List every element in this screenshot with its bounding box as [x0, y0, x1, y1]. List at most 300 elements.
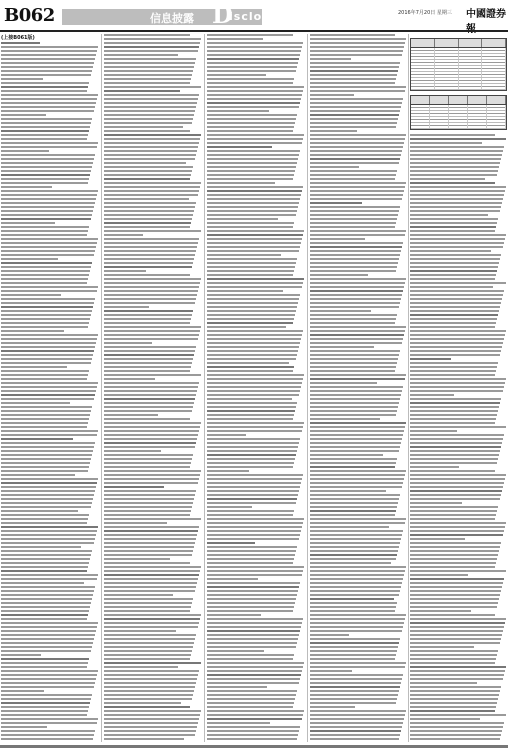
text-line — [1, 398, 94, 400]
text-line — [310, 718, 404, 720]
text-line — [104, 590, 195, 592]
text-line — [1, 634, 95, 636]
text-line — [207, 618, 303, 620]
text-line — [310, 598, 394, 600]
text-line — [310, 202, 362, 204]
text-line — [410, 406, 499, 408]
text-line — [207, 450, 297, 452]
text-line — [310, 466, 395, 468]
text-line — [207, 642, 297, 644]
text-line — [1, 406, 92, 408]
text-line — [207, 258, 297, 260]
text-line — [207, 446, 298, 448]
text-line — [104, 338, 198, 340]
text-line — [104, 606, 191, 608]
text-line — [207, 430, 302, 432]
text-line — [104, 214, 193, 216]
text-line — [1, 618, 87, 620]
text-line — [207, 682, 299, 684]
text-line — [310, 34, 395, 36]
text-line — [104, 130, 190, 132]
text-line — [310, 698, 397, 700]
text-line — [410, 362, 498, 364]
text-line — [207, 426, 303, 428]
text-line — [207, 194, 301, 196]
text-line — [207, 522, 303, 524]
text-line — [207, 154, 299, 156]
text-line — [207, 94, 302, 96]
text-line — [104, 162, 186, 164]
text-line — [310, 686, 400, 688]
text-line — [410, 342, 503, 344]
text-line — [207, 730, 299, 732]
text-line — [207, 350, 298, 352]
text-line — [1, 418, 89, 420]
text-line — [310, 78, 396, 80]
text-line — [410, 422, 495, 424]
text-line — [410, 182, 495, 184]
text-line — [1, 254, 94, 256]
text-line — [207, 398, 292, 400]
text-line — [207, 202, 299, 204]
text-line — [410, 614, 495, 616]
text-line — [104, 98, 198, 100]
text-line — [410, 354, 500, 356]
text-line — [207, 58, 299, 60]
text-line — [207, 462, 294, 464]
text-line — [207, 694, 296, 696]
text-line — [310, 550, 398, 552]
text-line — [207, 586, 299, 588]
text-line — [410, 366, 497, 368]
text-line — [104, 378, 155, 380]
text-line — [1, 422, 88, 424]
text-line — [104, 450, 161, 452]
text-line — [310, 218, 397, 220]
text-line — [1, 78, 43, 80]
text-line — [310, 506, 397, 508]
text-line — [1, 218, 91, 220]
text-line — [1, 46, 98, 48]
text-line — [410, 538, 465, 540]
text-line — [207, 606, 294, 608]
text-line — [104, 402, 194, 404]
text-line — [410, 230, 495, 232]
text-line — [104, 594, 173, 596]
text-line — [410, 206, 501, 208]
text-line — [410, 650, 498, 652]
text-line — [207, 594, 297, 596]
text-line — [1, 314, 91, 316]
text-line — [104, 466, 190, 468]
text-line — [207, 214, 296, 216]
text-line — [207, 130, 293, 132]
text-line — [310, 402, 399, 404]
text-line — [410, 430, 457, 432]
text-line — [207, 474, 303, 476]
text-line — [310, 334, 404, 336]
text-line — [207, 118, 296, 120]
text-line — [310, 338, 403, 340]
text-line — [207, 98, 301, 100]
text-line — [410, 550, 499, 552]
text-line — [310, 610, 395, 612]
text-line — [1, 590, 94, 592]
text-line — [1, 54, 96, 56]
text-line — [410, 534, 503, 536]
text-line — [310, 502, 398, 504]
text-line — [104, 174, 191, 176]
text-line — [410, 358, 451, 360]
text-line — [410, 226, 496, 228]
text-line — [410, 638, 501, 640]
text-line — [207, 86, 304, 88]
text-line — [104, 738, 184, 740]
text-line — [207, 330, 303, 332]
text-line — [410, 346, 502, 348]
text-line — [104, 634, 196, 636]
text-line — [207, 674, 301, 676]
text-line — [310, 738, 399, 740]
text-line — [1, 182, 88, 184]
text-line — [1, 262, 92, 264]
text-line — [310, 650, 397, 652]
text-line — [207, 706, 293, 708]
text-line — [410, 246, 503, 248]
text-line — [410, 574, 468, 576]
text-line — [310, 710, 406, 712]
text-line — [310, 666, 405, 668]
text-line — [207, 538, 299, 540]
text-line — [410, 594, 500, 596]
text-line — [104, 246, 197, 248]
text-line — [104, 306, 149, 308]
text-line — [310, 654, 396, 656]
text-line — [410, 402, 500, 404]
text-line — [104, 278, 201, 280]
text-line — [1, 654, 41, 656]
text-line — [310, 646, 398, 648]
text-line — [1, 338, 97, 340]
text-line — [410, 398, 501, 400]
text-line — [104, 58, 196, 60]
text-line — [410, 138, 506, 140]
text-line — [310, 266, 397, 268]
text-line — [410, 150, 503, 152]
text-line — [104, 602, 192, 604]
text-line — [104, 346, 196, 348]
text-line — [104, 46, 199, 48]
text-line — [310, 58, 351, 60]
text-line — [410, 674, 504, 676]
dense-text-block — [207, 34, 305, 742]
text-line — [207, 486, 300, 488]
text-line — [310, 642, 399, 644]
text-line — [310, 318, 396, 320]
text-line — [104, 398, 195, 400]
text-line — [410, 702, 497, 704]
text-line — [207, 242, 301, 244]
text-line — [310, 250, 401, 252]
text-line — [1, 266, 91, 268]
text-line — [1, 346, 95, 348]
text-line — [310, 678, 402, 680]
text-line — [1, 66, 93, 68]
newspaper-name: 中國證券 — [466, 9, 506, 20]
text-line — [104, 282, 200, 284]
text-line — [410, 602, 498, 604]
text-line — [207, 378, 303, 380]
text-line — [1, 502, 92, 504]
text-line — [1, 438, 73, 440]
text-line — [410, 722, 504, 724]
text-line — [104, 554, 192, 556]
text-line — [207, 274, 293, 276]
text-line — [410, 478, 505, 480]
text-line — [1, 690, 44, 692]
text-line — [104, 366, 191, 368]
text-line — [104, 702, 181, 704]
text-line — [310, 674, 403, 676]
text-line — [310, 546, 399, 548]
text-line — [310, 706, 355, 708]
text-line — [104, 166, 193, 168]
text-line — [310, 602, 397, 604]
text-line — [1, 682, 95, 684]
text-line — [207, 170, 295, 172]
text-line — [104, 218, 192, 220]
text-line — [310, 490, 386, 492]
text-line — [207, 342, 300, 344]
text-line — [207, 246, 300, 248]
text-line — [207, 654, 294, 656]
text-line — [1, 122, 91, 124]
section-title-cn: 信息披露 — [150, 12, 194, 25]
text-line — [104, 538, 196, 540]
text-line — [104, 614, 201, 616]
text-line — [1, 202, 95, 204]
text-line — [1, 246, 96, 248]
text-line — [104, 662, 201, 664]
text-line — [410, 654, 497, 656]
text-line — [1, 402, 70, 404]
text-line — [207, 82, 293, 84]
text-column-1 — [1, 34, 99, 742]
text-line — [310, 570, 405, 572]
text-line — [1, 726, 47, 728]
text-line — [104, 686, 195, 688]
text-line — [410, 146, 504, 148]
text-line — [310, 726, 402, 728]
text-line — [207, 554, 295, 556]
text-line — [1, 222, 55, 224]
text-line — [1, 586, 95, 588]
dense-text-block — [1, 42, 99, 742]
text-line — [207, 78, 294, 80]
text-line — [410, 666, 506, 668]
page-footer-rule — [0, 745, 508, 748]
text-line — [207, 358, 296, 360]
text-line — [1, 270, 90, 272]
text-line — [104, 406, 193, 408]
text-line — [207, 262, 296, 264]
text-line — [207, 270, 294, 272]
text-line — [410, 306, 500, 308]
text-line — [310, 122, 397, 124]
text-line — [310, 394, 401, 396]
text-line — [410, 282, 506, 284]
text-line — [104, 78, 191, 80]
text-line — [310, 518, 406, 520]
text-line — [410, 578, 504, 580]
text-line — [410, 202, 502, 204]
text-line — [310, 246, 402, 248]
text-line — [1, 190, 98, 192]
text-line — [104, 194, 198, 196]
text-line — [410, 734, 501, 736]
text-line — [410, 670, 505, 672]
text-line — [410, 466, 459, 468]
text-line — [207, 370, 293, 372]
text-line — [104, 70, 193, 72]
text-line — [1, 686, 94, 688]
text-line — [1, 294, 61, 296]
text-line — [1, 110, 94, 112]
text-line — [310, 498, 399, 500]
text-line — [310, 670, 352, 672]
text-line — [310, 98, 403, 100]
text-line — [1, 538, 95, 540]
text-line — [207, 438, 300, 440]
text-line — [310, 222, 396, 224]
text-line — [104, 506, 192, 508]
text-line — [410, 314, 498, 316]
text-line — [1, 322, 89, 324]
text-line — [104, 658, 190, 660]
text-line — [410, 170, 498, 172]
text-line — [310, 594, 399, 596]
text-line — [207, 638, 298, 640]
text-line — [207, 454, 296, 456]
text-line — [207, 150, 300, 152]
text-line — [1, 718, 98, 720]
text-line — [104, 310, 193, 312]
text-line — [310, 526, 389, 528]
text-line — [1, 650, 91, 652]
text-line — [1, 566, 88, 568]
text-line — [207, 406, 296, 408]
text-line — [310, 142, 404, 144]
text-line — [310, 442, 401, 444]
text-line — [207, 502, 296, 504]
text-line — [310, 542, 400, 544]
text-line — [104, 350, 195, 352]
text-line — [410, 258, 500, 260]
text-line — [104, 394, 196, 396]
text-line — [207, 506, 252, 508]
text-line — [410, 470, 495, 472]
text-line — [207, 66, 297, 68]
text-line — [410, 266, 498, 268]
text-line — [410, 178, 485, 180]
text-line — [1, 714, 87, 716]
text-line — [207, 334, 302, 336]
text-line — [207, 530, 301, 532]
text-line — [410, 302, 501, 304]
text-line — [310, 354, 399, 356]
text-line — [1, 286, 98, 288]
text-line — [104, 102, 197, 104]
text-line — [1, 578, 97, 580]
text-line — [310, 694, 398, 696]
text-line — [1, 226, 89, 228]
text-line — [1, 386, 97, 388]
text-line — [310, 538, 401, 540]
text-line — [207, 410, 295, 412]
text-line — [104, 358, 193, 360]
text-line — [104, 198, 189, 200]
text-line — [104, 718, 199, 720]
text-line — [104, 474, 200, 476]
text-line — [104, 638, 195, 640]
text-line — [104, 330, 200, 332]
text-line — [207, 590, 298, 592]
text-line — [1, 410, 91, 412]
text-line — [310, 262, 398, 264]
text-line — [1, 554, 91, 556]
text-line — [310, 126, 396, 128]
text-line — [1, 206, 94, 208]
text-line — [1, 242, 97, 244]
text-line — [410, 698, 498, 700]
text-line — [410, 218, 498, 220]
text-line — [310, 182, 406, 184]
text-column-4 — [310, 34, 407, 742]
text-line — [1, 118, 92, 120]
text-line — [207, 70, 296, 72]
text-line — [207, 514, 293, 516]
text-line — [310, 454, 383, 456]
text-line — [207, 190, 302, 192]
column-divider — [307, 34, 308, 742]
text-line — [104, 478, 199, 480]
text-line — [1, 174, 90, 176]
text-line — [104, 546, 194, 548]
section-title-initial: D — [212, 0, 233, 29]
text-line — [104, 490, 196, 492]
text-line — [207, 210, 297, 212]
text-line — [207, 338, 301, 340]
text-line — [104, 502, 193, 504]
text-line — [104, 274, 190, 276]
text-line — [104, 542, 195, 544]
text-line — [1, 426, 87, 428]
text-line — [207, 134, 304, 136]
text-line — [207, 658, 293, 660]
text-line — [410, 290, 504, 292]
text-line — [310, 510, 396, 512]
text-line — [310, 70, 398, 72]
text-line — [310, 586, 401, 588]
text-line — [310, 274, 368, 276]
text-line — [1, 278, 88, 280]
text-line — [310, 486, 402, 488]
text-line — [310, 534, 402, 536]
text-line — [410, 546, 500, 548]
text-line — [104, 674, 198, 676]
text-line — [104, 146, 198, 148]
text-line — [1, 162, 93, 164]
